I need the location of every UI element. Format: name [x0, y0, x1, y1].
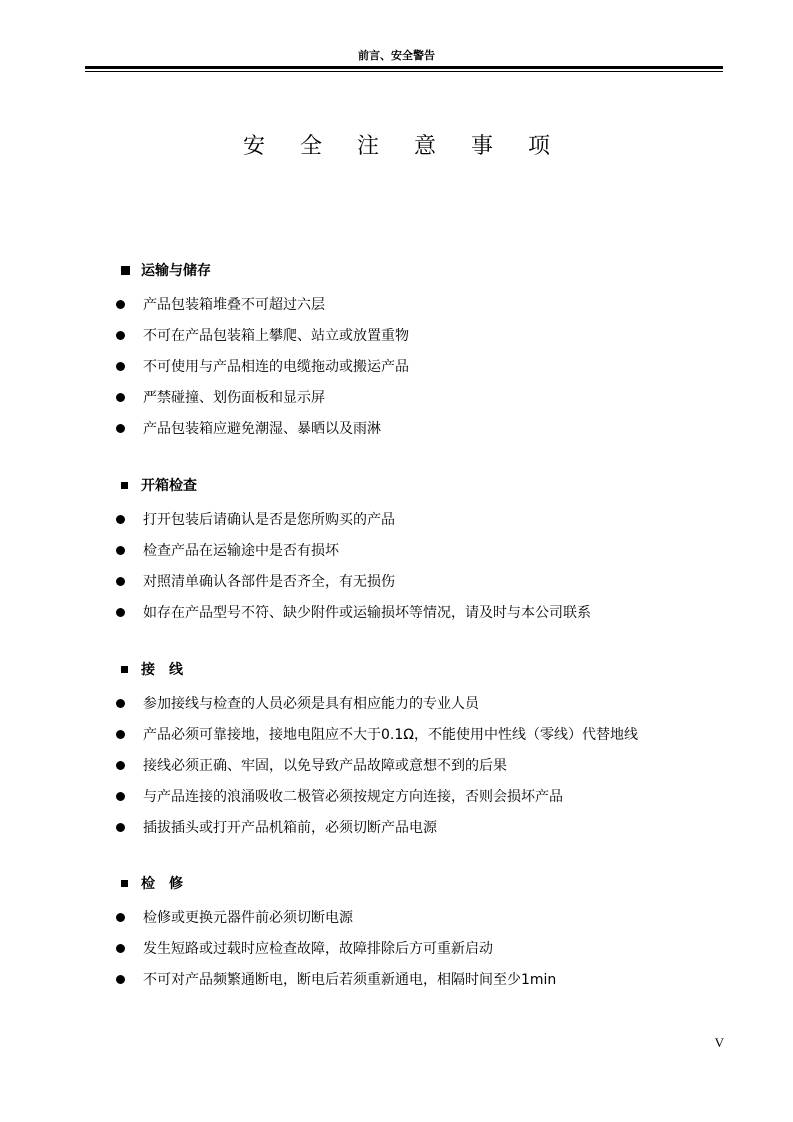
page-number: V: [714, 1035, 724, 1050]
section-transport-storage: [115, 258, 735, 444]
list-item: [115, 597, 735, 628]
round-bullet-icon: [116, 608, 125, 617]
list-item-text: 与产品连接的浪涌吸收二极管必须按规定方向连接，否则会损坏产品: [143, 788, 563, 805]
list-item: [115, 964, 735, 995]
section-maintenance: [115, 871, 735, 995]
list-item: [115, 719, 735, 750]
list-item: [115, 688, 735, 719]
round-bullet-icon: [116, 393, 125, 402]
list-item-text: 严禁碰撞、划伤面板和显示屏: [143, 389, 325, 406]
section-heading-text: 运输与储存: [141, 263, 211, 279]
round-bullet-icon: [116, 913, 125, 922]
round-bullet-icon: [116, 730, 125, 739]
round-bullet-icon: [116, 944, 125, 953]
running-header: 前言、安全警告: [358, 49, 435, 62]
round-bullet-icon: [116, 515, 125, 524]
round-bullet-icon: [116, 823, 125, 832]
section-heading-text: 接 线: [141, 662, 183, 678]
list-item: [115, 504, 735, 535]
list-item-text: 检查产品在运输途中是否有损坏: [143, 542, 339, 559]
section-wiring: [115, 657, 735, 843]
list-item-text: 不可使用与产品相连的电缆拖动或搬运产品: [143, 358, 409, 375]
list-item-text: 打开包装后请确认是否是您所购买的产品: [143, 511, 395, 528]
list-item-text: 产品包装箱堆叠不可超过六层: [143, 296, 325, 313]
list-item: [115, 535, 735, 566]
square-bullet-icon: [121, 666, 128, 673]
list-item-text: 接线必须正确、牢固，以免导致产品故障或意想不到的后果: [143, 757, 507, 774]
list-item-text: 对照清单确认各部件是否齐全，有无损伤: [143, 573, 395, 590]
list-item: [115, 351, 735, 382]
list-item: [115, 781, 735, 812]
round-bullet-icon: [116, 362, 125, 371]
round-bullet-icon: [116, 792, 125, 801]
section-heading: [115, 258, 735, 282]
header-rule-thin: [85, 71, 723, 72]
round-bullet-icon: [116, 699, 125, 708]
list-item: [115, 289, 735, 320]
section-heading-text: 检 修: [141, 876, 183, 892]
list-item: [115, 812, 735, 843]
round-bullet-icon: [116, 300, 125, 309]
list-item-text: 参加接线与检查的人员必须是具有相应能力的专业人员: [143, 695, 479, 712]
list-item: [115, 382, 735, 413]
bullet-list: [115, 902, 735, 995]
list-item: [115, 902, 735, 933]
list-item: [115, 566, 735, 597]
list-item: [115, 413, 735, 444]
round-bullet-icon: [116, 546, 125, 555]
square-bullet-icon: [121, 266, 130, 275]
list-item-text: 如存在产品型号不符、缺少附件或运输损坏等情况，请及时与本公司联系: [143, 604, 591, 621]
list-item: [115, 320, 735, 351]
list-item-text: 产品必须可靠接地，接地电阻应不大于0.1Ω，不能使用中性线（零线）代替地线: [143, 726, 638, 743]
square-bullet-icon: [121, 880, 128, 887]
section-heading: [115, 473, 735, 497]
list-item-text: 检修或更换元器件前必须切断电源: [143, 909, 353, 926]
list-item-text: 插拔插头或打开产品机箱前，必须切断产品电源: [143, 819, 437, 836]
section-heading-text: 开箱检查: [141, 478, 197, 494]
list-item-text: 不可在产品包装箱上攀爬、站立或放置重物: [143, 327, 409, 344]
round-bullet-icon: [116, 975, 125, 984]
list-item-text: 发生短路或过载时应检查故障，故障排除后方可重新启动: [143, 940, 493, 957]
page-title: 安 全 注 意 事 项: [243, 134, 564, 159]
list-item: [115, 750, 735, 781]
list-item-text: 不可对产品频繁通断电，断电后若须重新通电，相隔时间至少1min: [143, 971, 557, 988]
section-heading: [115, 871, 735, 895]
round-bullet-icon: [116, 761, 125, 770]
square-bullet-icon: [121, 482, 128, 489]
section-heading: [115, 657, 735, 681]
round-bullet-icon: [116, 331, 125, 340]
round-bullet-icon: [116, 577, 125, 586]
bullet-list: [115, 289, 735, 444]
section-unpacking-inspection: [115, 473, 735, 628]
bullet-list: [115, 504, 735, 628]
round-bullet-icon: [116, 424, 125, 433]
header-rule-thick: [85, 66, 723, 69]
list-item: [115, 933, 735, 964]
list-item-text: 产品包装箱应避免潮湿、暴晒以及雨淋: [143, 420, 381, 437]
bullet-list: [115, 688, 735, 843]
